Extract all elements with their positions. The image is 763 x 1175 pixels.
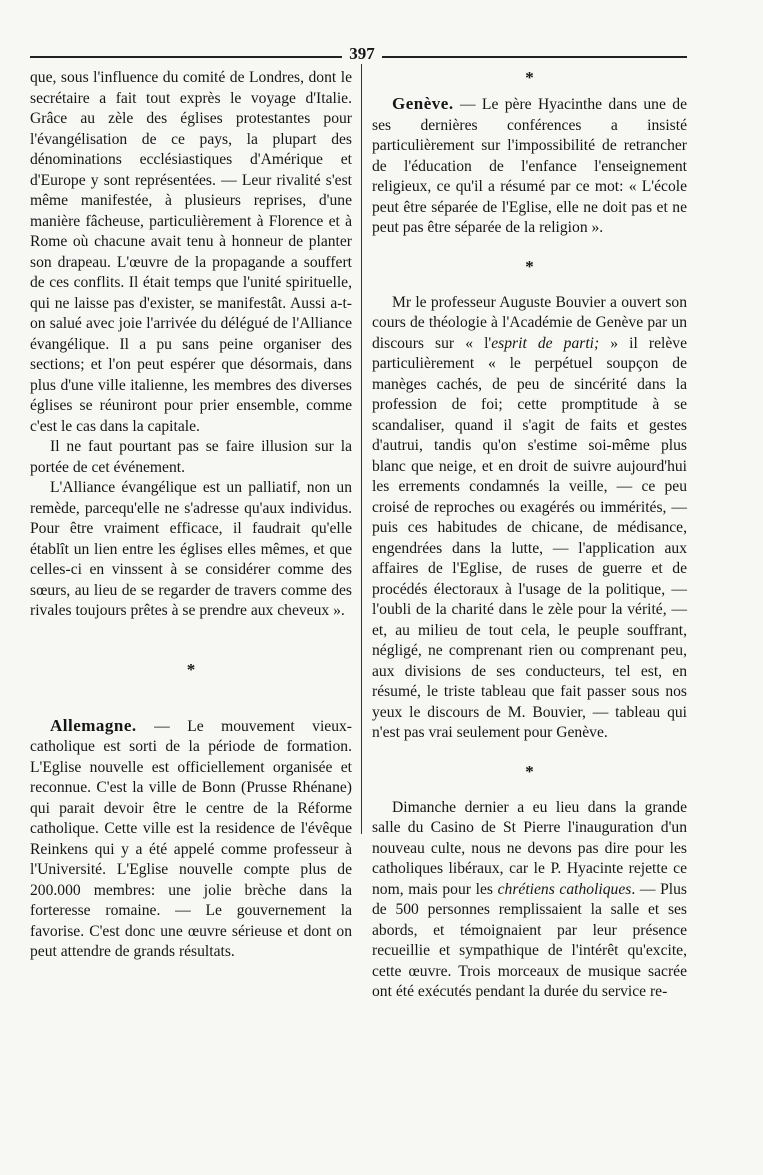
left-column: [30, 68, 352, 963]
right-column: [372, 68, 687, 1003]
dimanche-text-end: . — Plus de 500 personnes remplissaient la salle et ses abords, et témoignaient par leur présence recueillie et sympathique de l'intérêt qu'excite, cette œuvre. Trois morceaux de musique sacrée ont été exécutés pendant la durée du service re-: [372, 880, 688, 1000]
illusion-paragraph: Il ne faut pourtant pas se faire illusion sur la portée de cet événement.: [30, 438, 352, 476]
dimanche-emphasis: chrétiens catholiques: [497, 880, 632, 898]
section-asterism: *: [525, 761, 534, 781]
geneve-paragraph: [372, 94, 687, 239]
italy-paragraph: que, sous l'influence du comité de Londres, dont le secrétaire a fait tout exprès le voyage d'Italie. Grâce au zèle des églises protestantes pour l'évangélisation de ce pays, la plupart des dénominations ecclésiastiques d'Amérique et d'Europe y sont représentées. — Leur rivalité s'est même manifestée, à plusieurs reprises, d'une manière fâcheuse, particulièrement à Florence et à Rome où chacune avait tenu à honneur de planter son drapeau. L'œuvre de la propagande a souffert de ces conflits. Il était temps que l'unité spirituelle, qui ne laisse pas d'exister, se manifestât. Aussi a-t-on salué avec joie l'arrivée du délégué de l'Alliance évangélique. Il a pu sans peine organiser des sections; et l'on peut espérer que désormais, dans plus d'une ville italienne, les membres des diverses églises se réuniront pour prier ensemble, comme c'est le cas dans la capitale.: [30, 69, 352, 435]
bouvier-emphasis: esprit de parti;: [491, 334, 600, 352]
section-asterism: *: [525, 68, 534, 87]
section-asterism: *: [186, 659, 196, 679]
geneve-text: — Le père Hyacinthe dans une de ses dernières conférences a insisté particulièrement sur l'impossibilité de retrancher de l'éducation de l'enfance l'enseignement religieux, ce qu'il a résumé par ce mot: « L'école peut être séparée de l'Eglise, elle ne doit pas et ne peut pas être séparée de la religion ».: [372, 96, 687, 236]
page-number: 397: [342, 44, 382, 64]
bouvier-text-start: Mr le professeur Auguste Bouvier a ouvert son cours de théologie à l'Académie de Genève par un discours sur « l': [372, 293, 687, 352]
bouvier-text-end: » il relève particulièrement « le perpétuel soupçon de manèges cachés, de peu de sincérité dans la profession de foi; cette promptitude à se scandaliser, quand il s'agit de faits et gestes d'autrui, tandis qu'on s'estime soi-même plus blanc que neige, et en droit de suivre aujourd'hui les errements condamnés la veille, — ce peu croisé de reproches ou exagérés ou immérités, — puis ces habitudes de chicane, de médisance, engendrées dans la lutte, — l'application aux affaires de l'Eglise, de ruses de guerre et de procédés électoraux à l'usage de la politique, — l'oubli de la charité dans le zèle pour la vérité, — et, au milieu de tout cela, le peuple souffrant, négligé, ne comprenant rien ou comprenant peu, aux divisions de ses conducteurs, tel est, en résumé, le triste tableau que fait passer sous nos yeux le discours de M. Bouvier, — tableau qui n'est pas vrai seulement pour Genève.: [372, 334, 687, 741]
bouvier-paragraph: [372, 293, 687, 744]
allemagne-paragraph: [30, 716, 352, 963]
alliance-paragraph: L'Alliance évangélique est un palliatif, non un remède, parcequ'elle ne s'adresse qu'aux individus. Pour être vraiment efficace, il faudrait qu'elle établît un lien entre les églises elles mêmes, et que celles-ci en vinssent à se considérer comme des sœurs, au lieu de se regarder de travers comme des rivales toujours prêtes à se prendre aux cheveux ».: [30, 479, 352, 619]
geneve-heading: Genève.: [392, 94, 454, 113]
dimanche-paragraph: [372, 798, 687, 1003]
dimanche-text-start: Dimanche dernier a eu lieu dans la grande salle du Casino de St Pierre l'inauguration d'un nouveau culte, nous ne devons pas dire pour les catholiques libéraux, car le P. Hyacinte rejette ce nom, mais pour les: [372, 798, 687, 898]
allemagne-text: — Le mouvement vieux-catholique est sorti de la période de formation. L'Eglise nouvelle est officiellement organisée et reconnue. C'est la ville de Bonn (Prusse Rhénane) qui parait devoir être le centre de la Réforme catholique. Cette ville est la residence de l'évêque Reinkens qui y a été appelé comme professeur à l'Université. L'Eglise nouvelle compte plus de 200.000 membres: une jolie brèche dans la forteresse romaine. — Le gouvernement la favorise. C'est donc une œuvre sérieuse et dont on peut attendre de grands résultats.: [30, 717, 352, 960]
section-asterism: *: [525, 256, 534, 276]
column-divider: [361, 64, 362, 834]
allemagne-heading: Allemagne.: [50, 715, 137, 735]
